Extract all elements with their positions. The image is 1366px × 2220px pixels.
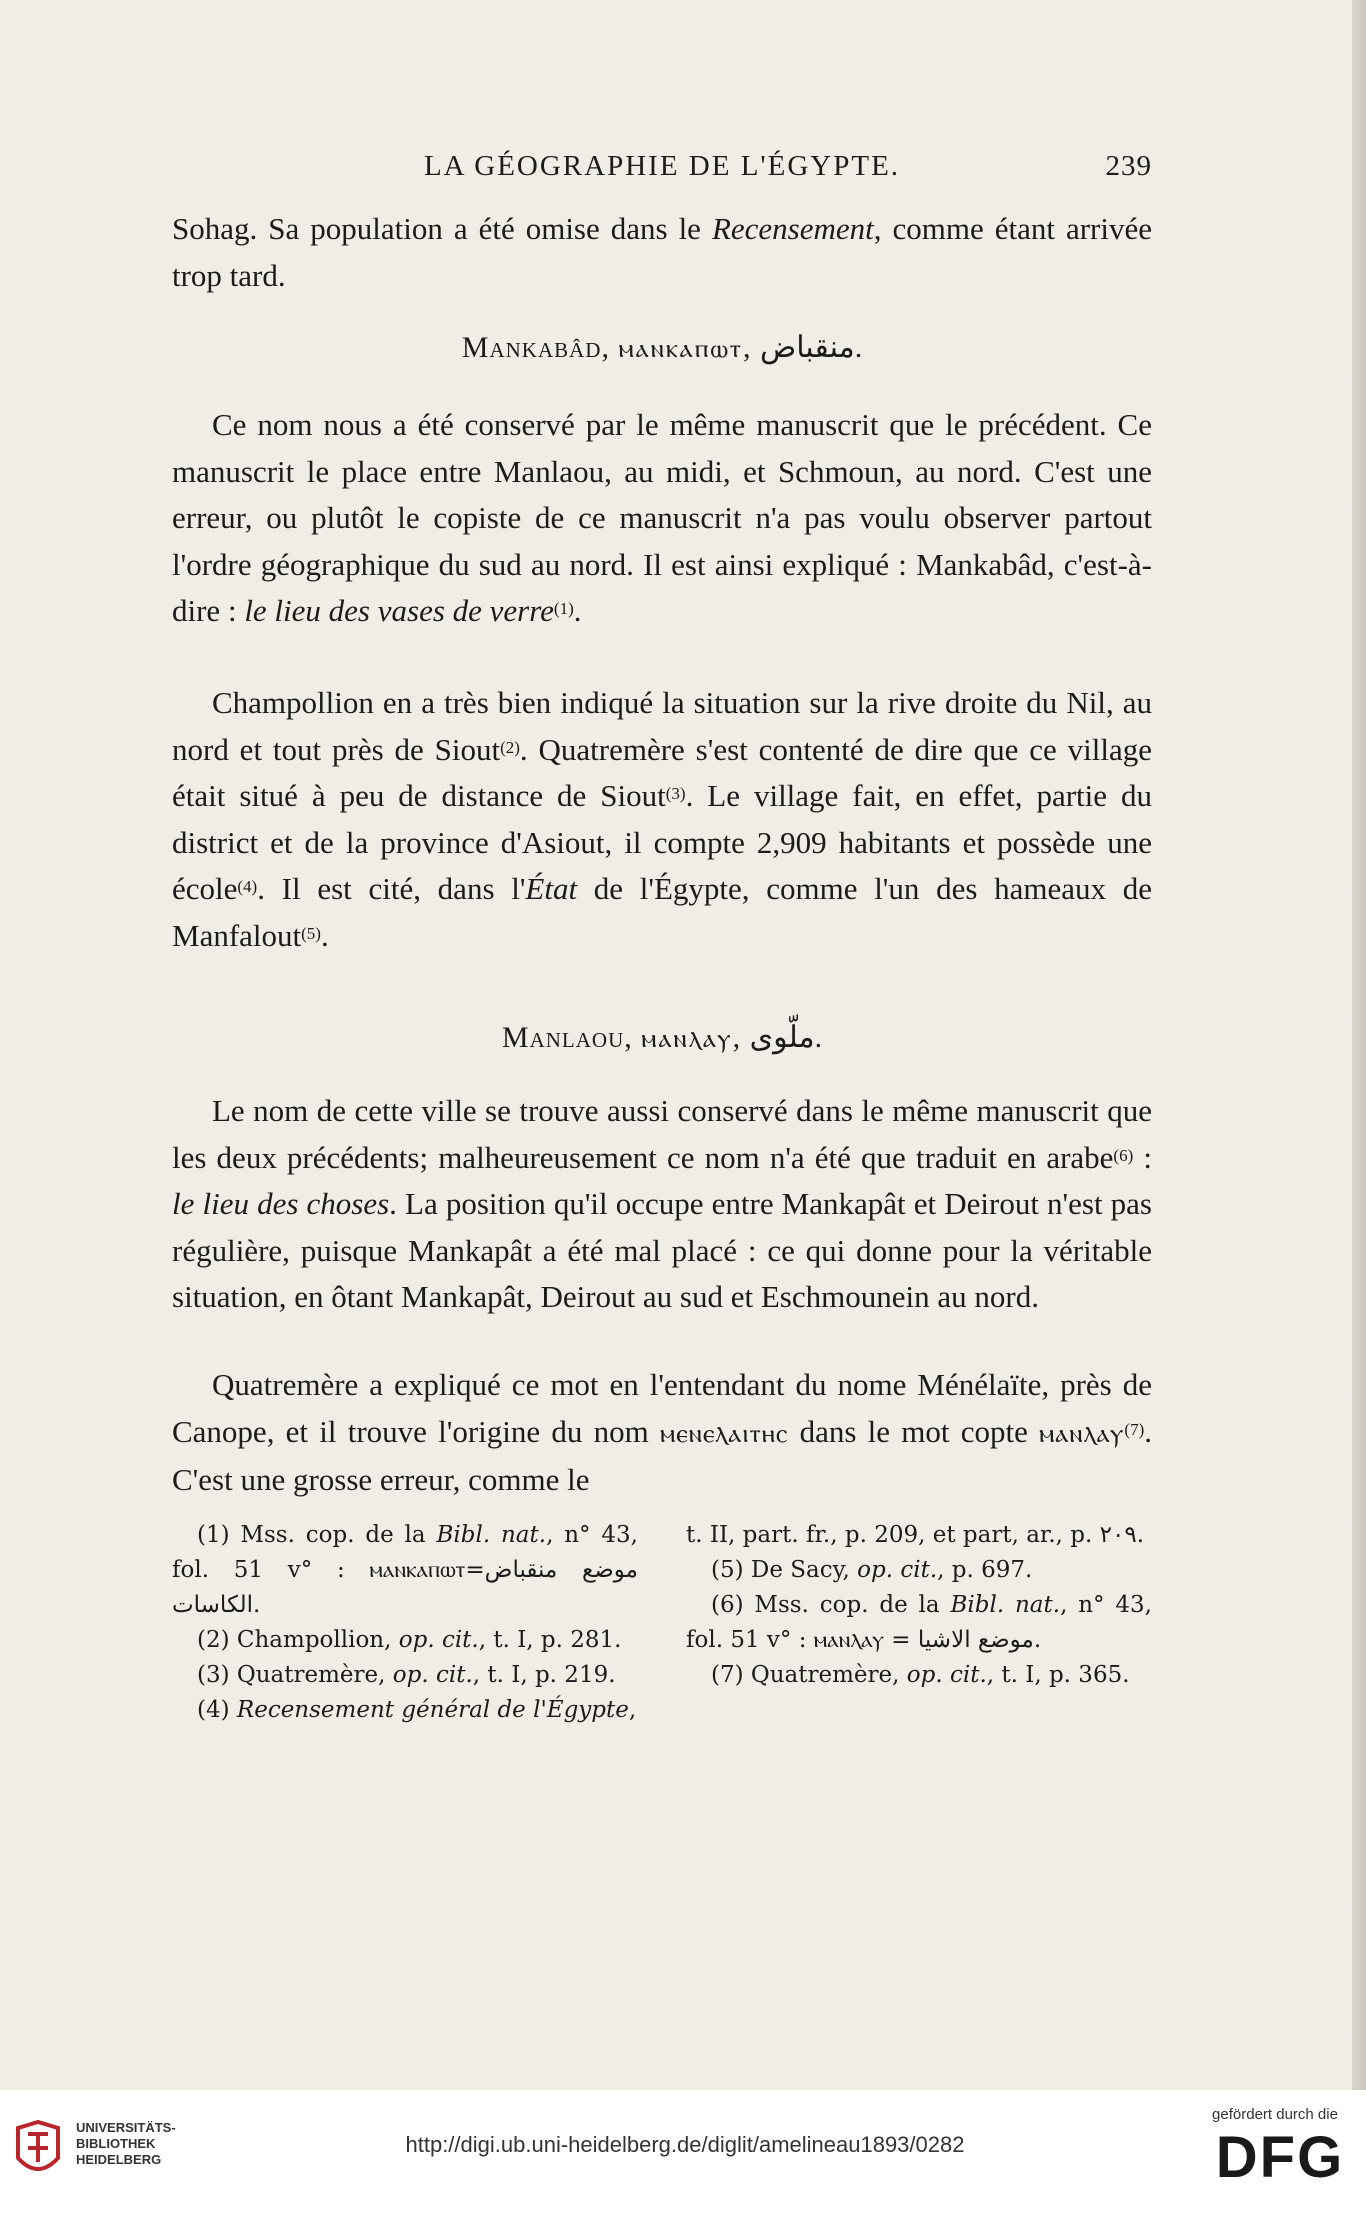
footnote-ref-4: (4): [237, 877, 258, 896]
heading-mankabad: Mankabâd, ⲙⲁⲛⲕⲁⲡⲱⲧ, منقباض.: [461, 331, 863, 364]
footnote-6: (6) Mss. cop. de la Bibl. nat., n° 43, fol. 51 v° : ⲙⲁⲛⲗⲁⲩ = موضع الاشيا.: [686, 1592, 1152, 1653]
running-head-title: LA GÉOGRAPHIE DE L'ÉGYPTE.: [423, 150, 901, 182]
paragraph-quatremere: Quatremère a expliqué ce mot en l'entendant du nome Ménélaïte, près de Canope, et il trouve l'origine du nom ⲙⲉⲛⲉⲗⲁⲓⲧⲏⲥ dans le mot copte ⲙⲁⲛⲗⲁⲩ$^{(7)}$. C'est une grosse erreur, comme le: [172, 1367, 1152, 1497]
footnote-ref-3: (3): [665, 784, 686, 803]
footnote-5: (5) De Sacy, op. cit., p. 697.: [711, 1557, 1033, 1583]
footnote-3: (3) Quatremère, op. cit., t. I, p. 219.: [197, 1662, 616, 1688]
page-number: 239: [1105, 150, 1152, 182]
heading-manlaou-name: Manlaou: [501, 1021, 625, 1054]
heading-mankabad-arabic: منقباض: [759, 331, 855, 364]
paragraph-manlaou: Le nom de cette ville se trouve aussi conservé dans le même manuscrit que les deux précédents; malheureusement ce nom n'a été que traduit en arabe$^{(6)}$ : le lieu des choses. La position qu'il occupe entre Mankapât et Deirout n'est pas régulière, puisque Mankapât a été mal placé : ce qui donne pour la véritable situation, en ôtant Mankapât, Deirout au sud et Eschmounein au nord.: [172, 1093, 1152, 1314]
heading-mankabad-coptic: ⲙⲁⲛⲕⲁⲡⲱⲧ: [618, 334, 743, 363]
library-seal-icon: [14, 2118, 62, 2182]
heading-manlaou-arabic: ملّوى: [749, 1021, 815, 1054]
dfg-logo[interactable]: DFG: [1215, 2125, 1345, 2190]
paragraph-champollion: Champollion en a très bien indiqué la situation sur la rive droite du Nil, au nord et tout près de Siout$^{(2)}$. Quatremère s'est contenté de dire que ce village était situé à peu de distance de Siout$^{(3)}$. Le village fait, en effet, partie du district et de la province d'Asiout, il compte 2,909 habitants et possède une école$^{(4)}$. Il est cité, dans l'État de l'Égypte, comme l'un des hameaux de Manfalout$^{(5)}$.: [172, 685, 1153, 953]
footnote-4-continued: t. II, part. fr., p. 209, et part, ar., p. ٢٠٩.: [686, 1522, 1145, 1548]
footnotes-left-column: [172, 1518, 638, 1728]
footnote-7: (7) Quatremère, op. cit., t. I, p. 365.: [711, 1662, 1130, 1688]
footnotes-right-column: [686, 1518, 1152, 1728]
paragraph-continuation: Sohag. Sa population a été omise dans le Recensement, comme étant arrivée trop tard.: [172, 211, 1152, 293]
running-head: [172, 150, 1152, 190]
library-name: UNIVERSITÄTS- BIBLIOTHEK HEIDELBERG: [76, 2120, 176, 2167]
coptic-manlau: ⲙⲁⲛⲗⲁⲩ: [1039, 1418, 1125, 1448]
permalink-url[interactable]: http://digi.ub.uni-heidelberg.de/diglit/amelineau1893/0282: [405, 2132, 965, 2157]
heading-manlaou: Manlaou, ⲙⲁⲛⲗⲁⲩ, ملّوى.: [501, 1021, 823, 1054]
coptic-menelaites: ⲙⲉⲛⲉⲗⲁⲓⲧⲏⲥ: [659, 1418, 789, 1448]
footnote-ref-1: (1): [553, 599, 574, 618]
footnote-ref-2: (2): [500, 737, 520, 757]
footnote-4: (4) Recensement général de l'Égypte,: [197, 1697, 637, 1723]
footnote-ref-5: (5): [301, 923, 321, 943]
heading-manlaou-coptic: ⲙⲁⲛⲗⲁⲩ: [641, 1024, 733, 1053]
footnotes: [172, 1518, 1152, 1728]
footnote-ref-6: (6): [1113, 1145, 1134, 1165]
library-logo[interactable]: [14, 2118, 204, 2188]
footnote-2: (2) Champollion, op. cit., t. I, p. 281.: [197, 1627, 622, 1653]
paragraph-mankabad: Ce nom nous a été conservé par le même manuscrit que le précédent. Ce manuscrit le place entre Manlaou, au midi, et Schmoun, au nord. C'est une erreur, ou plutôt le copiste de ce manuscrit n'a pas voulu observer partout l'ordre géographique du sud au nord. Il est ainsi expliqué : Mankabâd, c'est-à-dire : le lieu des vases de verre$^{(1)}$.: [172, 407, 1152, 628]
funder-label: gefördert durch die: [1212, 2106, 1338, 2123]
footnote-1: (1) Mss. cop. de la Bibl. nat., n° 43, fol. 51 v° : ⲙⲁⲛⲕⲁⲡⲱⲧ=موضع منقباض الكاسات.: [172, 1522, 638, 1618]
heading-mankabad-name: Mankabâd: [461, 331, 602, 364]
footnote-ref-7: (7): [1124, 1419, 1145, 1439]
page-edge-shadow: [1352, 0, 1366, 2090]
